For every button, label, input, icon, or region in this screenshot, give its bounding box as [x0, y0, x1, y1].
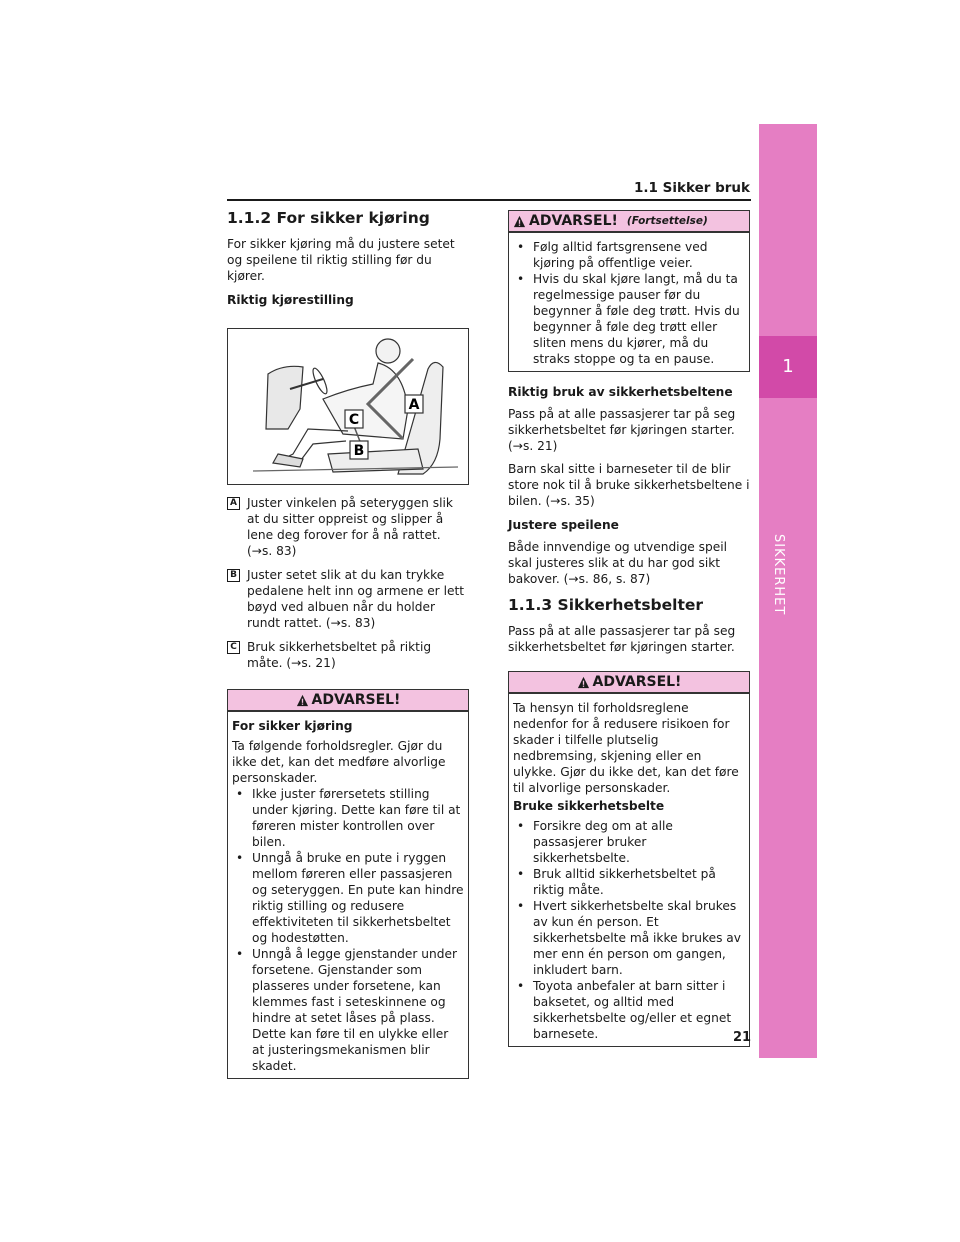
item-text-a: Juster vinkelen på seteryggen slik at du sitter oppreist og slipper å lene deg forover for å nå rattet. (→s. 83) [247, 496, 453, 558]
adjustment-item-a [227, 495, 469, 559]
warning-bullet-list [232, 786, 464, 1074]
warning-intro: Ta følgende forholdsregler. Gjør du ikke det, kan det medføre alvorlige personskader. [232, 739, 446, 785]
warning-intro: Ta hensyn til forholdsreglene nedenfor for å redusere risikoen for skader i tilfelle plutselig nedbremsing, skjening eller en ulykke. Gjør du ikke det, kan det føre til alvorlige personskader. [513, 701, 739, 795]
adjustment-item-b [227, 567, 469, 631]
belt-usage-heading: Riktig bruk av sikkerhetsbeltene [508, 385, 733, 399]
warning-header-continued [509, 211, 749, 233]
warning-box-continued [508, 210, 750, 372]
mirror-heading: Justere speilene [508, 518, 619, 532]
intro-paragraph: For sikker kjøring må du justere setet og speilene til riktig stilling før du kjører. [227, 237, 455, 283]
warning-box-safe-driving [227, 689, 469, 1079]
adjustment-item-c [227, 639, 469, 671]
right-column [508, 206, 750, 1057]
list-item: • Hvis du skal kjøre langt, må du ta regelmessige pauser før du begynner å føle deg trøtt. Hvis du begynner å føle deg trøtt eller sliten mens du kjører, må du straks stoppe og ta en pause. [513, 271, 745, 367]
list-item: • Ikke juster førersetets stilling under kjøring. Dette kan føre til at føreren mister kontrollen over bilen. [232, 786, 464, 850]
item-text-c: Bruk sikkerhetsbeltet på riktig måte. (→s. 21) [247, 640, 432, 670]
warning-title: ADVARSEL! [311, 692, 401, 708]
section-intro: Pass på at alle passasjerer tar på seg sikkerhetsbeltet før kjøringen starter. [508, 624, 736, 654]
list-item: • Unngå å legge gjenstander under forsetene. Gjenstander som plasseres under forsetene, kan klemmes fast i seteskinnene og hindre at setet låses på plass. Dette kan føre til en ulykke eller at justeringsmekanismen blir skadet. [232, 946, 464, 1074]
mirror-paragraph: Både innvendige og utvendige speil skal justeres slik at du har god sikt bakover. (→s. 86, s. 87) [508, 540, 728, 586]
warning-bullet-list [513, 239, 745, 367]
warning-title: ADVARSEL! [529, 213, 618, 229]
header-rule [227, 199, 751, 201]
page-number: 21 [733, 1030, 752, 1045]
warning-subtitle: Bruke sikkerhetsbelte [513, 799, 665, 813]
list-item: • Unngå å bruke en pute i ryggen mellom føreren eller passasjeren og seteryggen. En pute kan hindre riktig stilling og redusere effektiviteten til sikkerhetsbeltet og hodestøtten. [232, 850, 464, 946]
list-item: • Toyota anbefaler at barn sitter i baksetet, og alltid med sikkerhetsbelte og/eller et egnet barnesete. [513, 978, 745, 1042]
warning-header [509, 672, 749, 694]
list-item: • Bruk alltid sikkerhetsbeltet på riktig måte. [513, 866, 745, 898]
item-letter-a: A [227, 497, 240, 510]
belt-paragraph-2: Barn skal sitte i barneseter til de blir store nok til å bruke sikkerhetsbeltene i bilen. (→s. 35) [508, 462, 750, 508]
chapter-side-tab [759, 124, 817, 1058]
warning-subtitle: For sikker kjøring [232, 719, 353, 733]
warning-triangle-icon [513, 215, 526, 228]
item-text-b: Juster setet slik at du kan trykke pedalene helt inn og armene er lett bøyd ved albuen når du holder rundt rattet. (→s. 83) [247, 568, 465, 630]
warning-bullet-list [513, 818, 745, 1042]
section-title-1-1-3: 1.1.3 Sikkerhetsbelter [508, 596, 704, 614]
belt-paragraph-1: Pass på at alle passasjerer tar på seg sikkerhetsbeltet før kjøringen starter. (→s. 21) [508, 407, 736, 453]
item-letter-b: B [227, 569, 240, 582]
list-item: • Hvert sikkerhetsbelte skal brukes av kun én person. Et sikkerhetsbelte må ikke brukes av mer enn én person om gangen, inkludert barn. [513, 898, 745, 978]
warning-triangle-icon [577, 676, 590, 689]
figure-label-b: B [353, 443, 365, 459]
left-column [227, 206, 469, 1089]
chapter-number: 1 [782, 356, 794, 377]
figure-heading: Riktig kjørestilling [227, 293, 354, 307]
item-letter-c: C [227, 641, 240, 654]
continued-label: (Fortsettelse) [626, 215, 708, 227]
warning-box-seatbelts [508, 671, 750, 1047]
list-item: • Følg alltid fartsgrensene ved kjøring på offentlige veier. [513, 239, 745, 271]
warning-title: ADVARSEL! [592, 674, 682, 690]
warning-header [228, 690, 468, 712]
figure-label-c: C [348, 412, 360, 428]
list-item: • Forsikre deg om at alle passasjerer bruker sikkerhetsbelte. [513, 818, 745, 866]
warning-triangle-icon [296, 694, 309, 707]
section-title-1-1-2: 1.1.2 For sikker kjøring [227, 209, 430, 227]
chapter-label: SIKKERHET [771, 534, 786, 616]
running-header: 1.1 Sikker bruk [634, 180, 750, 196]
driving-position-illustration [227, 328, 469, 485]
figure-label-a: A [408, 397, 420, 413]
